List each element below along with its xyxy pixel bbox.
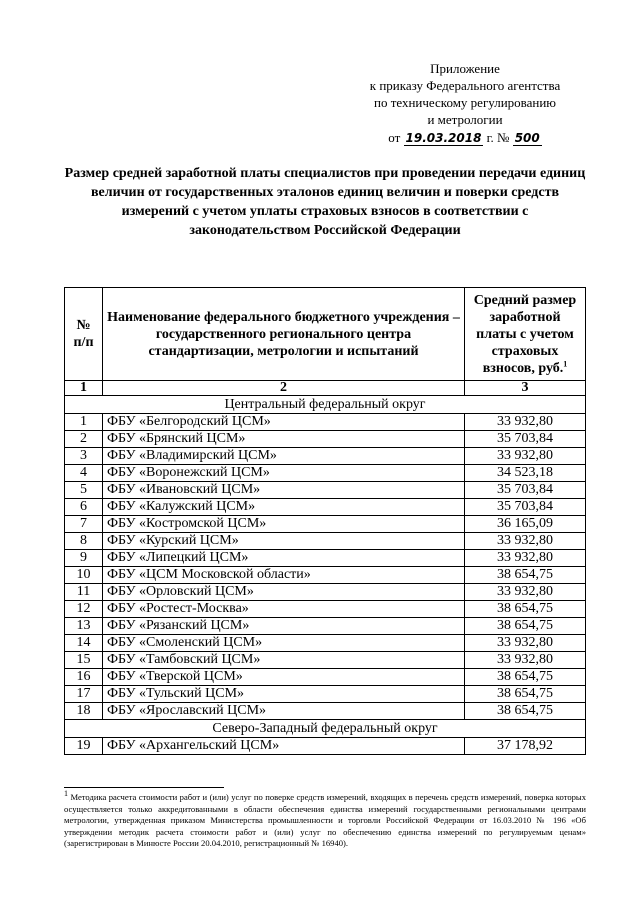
appendix-date-line [340, 129, 590, 147]
institution-name: ФБУ «Брянский ЦСМ» [103, 431, 465, 448]
salary-value: 35 703,84 [465, 431, 586, 448]
salary-value: 34 523,18 [465, 465, 586, 482]
column-number: 3 [465, 381, 586, 396]
institution-name: ФБУ «Тверской ЦСМ» [103, 669, 465, 686]
row-number: 2 [65, 431, 103, 448]
table-row [65, 618, 586, 635]
table-row [65, 414, 586, 431]
table-row [65, 703, 586, 720]
row-number: 18 [65, 703, 103, 720]
footnote-marker: 1 [64, 789, 68, 799]
salary-value: 35 703,84 [465, 482, 586, 499]
institution-name: ФБУ «ЦСМ Московской области» [103, 567, 465, 584]
salary-value: 36 165,09 [465, 516, 586, 533]
appendix-metrology-line: и метрологии [427, 112, 503, 127]
column-number: 1 [65, 381, 103, 396]
table-row [65, 686, 586, 703]
salary-value: 38 654,75 [465, 703, 586, 720]
salary-value: 35 703,84 [465, 499, 586, 516]
table-row [65, 516, 586, 533]
table-row [65, 431, 586, 448]
row-number: 19 [65, 738, 103, 755]
appendix-agency-line: по техническому регулированию [373, 95, 557, 110]
footnote-divider [64, 787, 224, 788]
salary-value: 38 654,75 [465, 567, 586, 584]
row-number: 15 [65, 652, 103, 669]
table-row [65, 499, 586, 516]
institution-name: ФБУ «Орловский ЦСМ» [103, 584, 465, 601]
footnote-text: Методика расчета стоимости работ и (или) услуг по поверке средств измерений, входящих в перечень средств измерений, поверка которых осуществляется только аккредитованными в области обеспечения единства измерений государственными региональными центрами метрологии, утвержденная приказом Министерства промышленности и торговли Российской Федерации от 16.03.2010 № 196 «Об утверждении методик расчета стоимости работ и (или) услуг по обеспечению единства измерений по регулируемым ценам» (зарегистрирован в Минюсте России 20.04.2010, регистрационный № 16940). [64, 792, 586, 848]
table-header-row [65, 288, 586, 381]
table-row [65, 635, 586, 652]
appendix-order-line: к приказу Федерального агентства [369, 78, 561, 93]
salary-value: 38 654,75 [465, 669, 586, 686]
row-number: 3 [65, 448, 103, 465]
number-prefix: № [497, 130, 510, 145]
row-number: 13 [65, 618, 103, 635]
row-number: 17 [65, 686, 103, 703]
table-row [65, 482, 586, 499]
row-number: 12 [65, 601, 103, 618]
salary-value: 33 932,80 [465, 652, 586, 669]
region-row [65, 720, 586, 738]
salary-value: 33 932,80 [465, 414, 586, 431]
institution-name: ФБУ «Архангельский ЦСМ» [103, 738, 465, 755]
header-name: Наименование федерального бюджетного учреждения – государственного регионального центра стандартизации, метрологии и испытаний [103, 288, 465, 381]
row-number: 6 [65, 499, 103, 516]
column-number: 2 [103, 381, 465, 396]
row-number: 8 [65, 533, 103, 550]
salary-value: 33 932,80 [465, 533, 586, 550]
column-number-row [65, 381, 586, 396]
salary-value: 33 932,80 [465, 448, 586, 465]
table-row [65, 448, 586, 465]
handwritten-date: 19.03.2018 [405, 131, 482, 145]
row-number: 14 [65, 635, 103, 652]
salary-value: 38 654,75 [465, 686, 586, 703]
institution-name: ФБУ «Тамбовский ЦСМ» [103, 652, 465, 669]
header-value [465, 288, 586, 381]
header-footnote-marker: 1 [563, 358, 568, 368]
salary-value: 33 932,80 [465, 635, 586, 652]
row-number: 4 [65, 465, 103, 482]
region-row [65, 396, 586, 414]
institution-name: ФБУ «Тульский ЦСМ» [103, 686, 465, 703]
year-suffix: г. [486, 130, 494, 145]
document-title: Размер средней заработной платы специалистов при проведении передачи единиц величин от государственных эталонов единиц величин и поверки средств измерений с учетом уплаты страховых взносов в соответствии с законодательством Российской Федерации [64, 166, 586, 238]
row-number: 16 [65, 669, 103, 686]
appendix-label: Приложение [430, 61, 500, 76]
handwritten-number: 500 [514, 131, 540, 145]
row-number: 5 [65, 482, 103, 499]
appendix-block [340, 60, 590, 147]
salary-value: 38 654,75 [465, 601, 586, 618]
table-row [65, 584, 586, 601]
institution-name: ФБУ «Воронежский ЦСМ» [103, 465, 465, 482]
institution-name: ФБУ «Белгородский ЦСМ» [103, 414, 465, 431]
row-number: 11 [65, 584, 103, 601]
salary-table [64, 287, 586, 755]
institution-name: ФБУ «Рязанский ЦСМ» [103, 618, 465, 635]
institution-name: ФБУ «Курский ЦСМ» [103, 533, 465, 550]
header-num: № п/п [65, 288, 103, 381]
salary-value: 33 932,80 [465, 550, 586, 567]
table-row [65, 567, 586, 584]
institution-name: ФБУ «Ярославский ЦСМ» [103, 703, 465, 720]
salary-value: 37 178,92 [465, 738, 586, 755]
row-number: 10 [65, 567, 103, 584]
table-row [65, 550, 586, 567]
salary-value: 38 654,75 [465, 618, 586, 635]
table-row [65, 601, 586, 618]
table-body [65, 381, 586, 755]
row-number: 9 [65, 550, 103, 567]
salary-value: 33 932,80 [465, 584, 586, 601]
institution-name: ФБУ «Костромской ЦСМ» [103, 516, 465, 533]
institution-name: ФБУ «Ивановский ЦСМ» [103, 482, 465, 499]
footnote [64, 789, 586, 850]
institution-name: ФБУ «Владимирский ЦСМ» [103, 448, 465, 465]
institution-name: ФБУ «Ростест-Москва» [103, 601, 465, 618]
table-row [65, 465, 586, 482]
header-value-text: Средний размер заработной платы с учетом страховых взносов, руб. [473, 292, 577, 376]
region-name: Северо-Западный федеральный округ [65, 720, 586, 738]
date-prefix: от [388, 130, 401, 145]
institution-name: ФБУ «Липецкий ЦСМ» [103, 550, 465, 567]
row-number: 7 [65, 516, 103, 533]
institution-name: ФБУ «Смоленский ЦСМ» [103, 635, 465, 652]
row-number: 1 [65, 414, 103, 431]
table-row [65, 669, 586, 686]
table-row [65, 652, 586, 669]
table-row [65, 738, 586, 755]
region-name: Центральный федеральный округ [65, 396, 586, 414]
table-row [65, 533, 586, 550]
institution-name: ФБУ «Калужский ЦСМ» [103, 499, 465, 516]
